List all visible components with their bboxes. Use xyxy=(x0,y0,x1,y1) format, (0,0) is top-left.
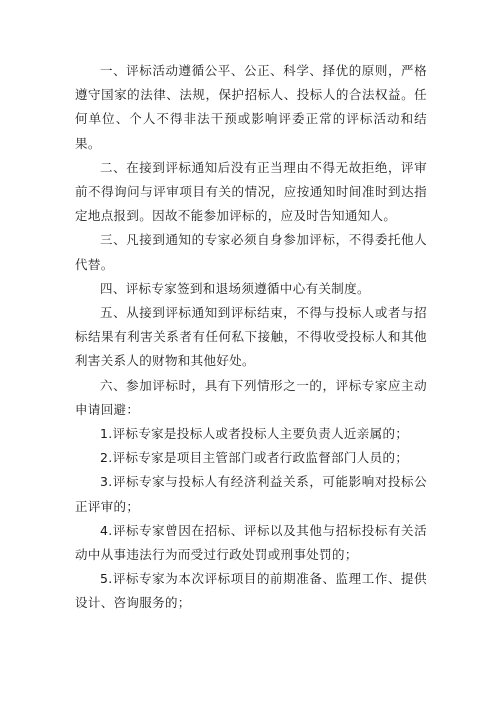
recusal-item-4: 4.评标专家曾因在招标、评标以及其他与招标投标有关活动中从事违法行为而受过行政处罚或刑事处罚的； xyxy=(75,522,427,563)
rule-paragraph-3: 三、凡接到通知的专家必须自身参加评标，不得委托他人代替。 xyxy=(75,232,427,272)
recusal-item-3: 3.评标专家与投标人有经济利益关系，可能影响对投标公正评审的； xyxy=(75,474,427,514)
recusal-item-2: 2.评标专家是项目主管部门或者行政监督部门人员的； xyxy=(100,450,409,466)
rule-paragraph-6: 六、参加评标时，具有下列情形之一的，评标专家应主动申请回避： xyxy=(75,377,427,417)
rule-paragraph-5: 五、从接到评标通知到评标结束，不得与投标人或者与招标结果有利害关系者有任何私下接触，不得收受投标人和其他利害关系人的财物和其他好处。 xyxy=(75,305,427,369)
document-body xyxy=(75,59,427,616)
recusal-item-1: 1.评标专家是投标人或者投标人主要负责人近亲属的； xyxy=(100,426,409,442)
recusal-item-5: 5.评标专家为本次评标项目的前期准备、监理工作、提供设计、咨询服务的； xyxy=(75,571,427,611)
rule-paragraph-2: 二、在接到评标通知后没有正当理由不得无故拒绝，评审前不得询问与评审项目有关的情况，应按通知时间准时到达指定地点报到。因故不能参加评标的，应及时告知通知人。 xyxy=(75,159,427,224)
rule-paragraph-1: 一、评标活动遵循公平、公正、科学、择优的原则，严格遵守国家的法律、法规，保护招标人、投标人的合法权益。任何单位、个人不得非法干预或影响评委正常的评标活动和结果。 xyxy=(75,63,427,151)
rule-paragraph-4: 四、评标专家签到和退场须遵循中心有关制度。 xyxy=(100,280,370,296)
